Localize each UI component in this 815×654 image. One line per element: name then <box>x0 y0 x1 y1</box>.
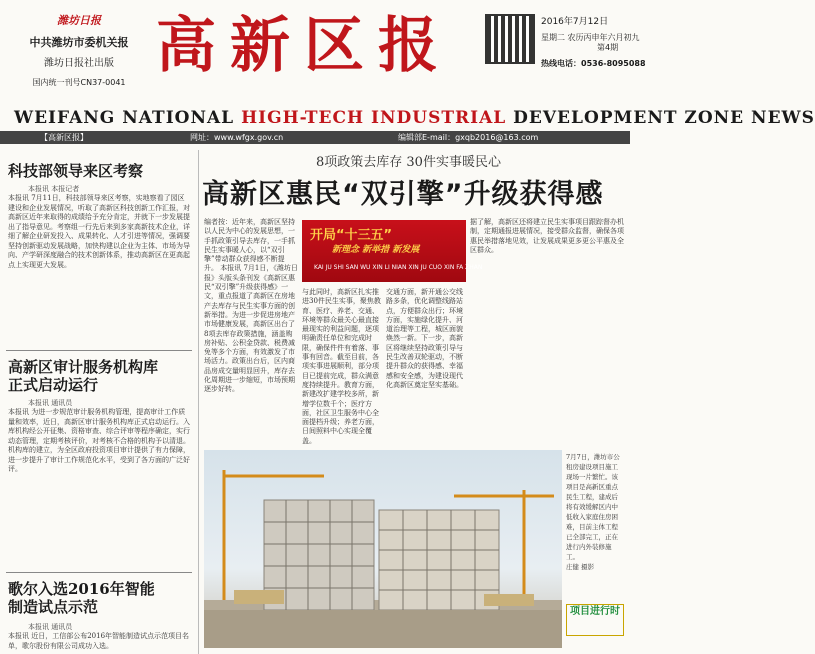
left-column <box>0 150 199 654</box>
weekday-lunar: 星期二 农历丙申年六月初九 <box>541 33 640 42</box>
article-2-byline: 本报讯 通讯员 <box>28 399 73 407</box>
project-progress-stamp: 项目进行时 <box>566 604 624 636</box>
article-2-body: 本报讯 为进一步规范审计服务机构管理，提高审计工作质量和效率，近日，高新区审计服务机构库正式启动运行。入库机构经公开征集、资格审查、综合评审等程序确定，实行动态管理，定期考核评价，对考核不合格的机构予以清退。机构库的建立，为全区政府投资项目审计提供了有力保障，进一步提升了审计工作规范化水平，受到了各方面的广泛好评。 <box>8 408 190 473</box>
article-column-2: 与此同时，高新区扎实推进30件民生实事，聚焦教育、医疗、养老、交通、环境等群众最关心最直接最现实的利益问题，逐项明确责任单位和完成时限，确保件件有着落、事事有回音。截至目前，各项实事进展顺利，部分项目已提前完成，群众满意度持续提升。教育方面，新建改扩建学校多所，新增学位数千个；医疗方面，社区卫生服务中心全面提档升级；养老方面，日间照料中心实现全覆盖。 <box>302 288 381 445</box>
construction-site-illustration <box>204 450 562 648</box>
org-sub: 潍坊日报社出版 <box>44 58 114 69</box>
publisher-name: 潍坊日报 <box>57 14 101 27</box>
info-bar-site[interactable]: 网址：www.wfgx.gov.cn <box>190 133 284 142</box>
article-1-body: 本报讯 7月11日，科技部领导来区考察，实地察看了园区建设和企业发展情况，听取了高新区科技创新工作汇报，对高新区近年来取得的成绩给予充分肯定，并就下一步发展提出了指导意见。考察组一行先后来到多家高新技术企业，详细了解企业研发投入、成果转化、人才引进等情况，强调要坚持创新驱动发展战略，加快构建以企业为主体、市场为导向、产学研深度融合的技术创新体系，推动高新区在更高起点上实现更大发展。 <box>8 194 190 269</box>
english-title-c: DEVELOPMENT ZONE NEWS <box>506 108 815 128</box>
issue-number: 第4期 <box>597 43 619 52</box>
article-3-title[interactable]: 歌尔入选2016年智能制造试点示范 <box>8 580 155 616</box>
english-title-b: HIGH-TECH INDUSTRIAL <box>241 108 507 128</box>
photo-caption <box>566 452 624 572</box>
editor-note: 编者按：近年来，高新区坚持以人民为中心的发展思想，一手抓政策引导去库存，一手抓民生实事暖人心，以“双引擎”带动群众获得感不断提升。 <box>204 218 295 273</box>
issue-date: 2016年7月12日 <box>541 17 609 27</box>
masthead-left <box>14 12 144 88</box>
org-name: 中共潍坊市委机关报 <box>29 36 129 49</box>
article-column-1 <box>204 218 298 444</box>
article-column-1-text: 本报讯 7月1日，《潍坊日报》头版头条刊发《高新区惠民“双引擎”升级获得感》一文，重点报道了高新区在房地产去库存与民生实事方面的创新举措。为进一步促进房地产市场健康发展，高新区出台了8项去库存政策措施，涵盖购房补贴、公积金贷款、税费减免等多个方面，有效激发了市场活力。政策出台后，区内商品房成交量明显回升，库存去化周期进一步缩短，市场预期逐步好转。 <box>204 264 298 394</box>
divider <box>6 350 192 351</box>
english-title <box>14 108 815 128</box>
english-title-a: WEIFANG NATIONAL <box>14 108 242 128</box>
article-2-title[interactable]: 高新区审计服务机构库正式启动运行 <box>8 358 159 394</box>
thirteenth-five-year-banner <box>302 220 483 282</box>
article-3-byline: 本报讯 通讯员 <box>28 623 73 631</box>
cn-number: 国内统一刊号CN37-0041 <box>32 78 126 87</box>
article-1-byline: 本报讯 本报记者 <box>28 185 80 193</box>
article-3-body: 本报讯 近日，工信部公布2016年智能制造试点示范项目名单，歌尔股份有限公司成功入选。 <box>8 632 190 650</box>
article-column-4: 据了解，高新区还将建立民生实事项目跟踪督办机制，定期通报进展情况，接受群众监督，确保各项惠民举措落地见效，让发展成果更多更公平惠及全区群众。 <box>470 218 624 254</box>
newspaper-title: 高新区报 <box>156 11 452 81</box>
banner-line-2: 新理念 新举措 新发展 <box>332 245 420 255</box>
info-bar <box>0 131 630 144</box>
info-bar-paper: 【高新区报】 <box>40 133 88 142</box>
photo-credit: 庄健 摄影 <box>566 563 595 571</box>
construction-photo <box>204 450 562 648</box>
photo-caption-text: 7月7日，潍坊市公租房建设项目施工现场一片繁忙。该项目是高新区重点民生工程，建成后将有效缓解区内中低收入家庭住房困难，目前主体工程已全部完工，正在进行内外装修施工。 <box>566 453 620 561</box>
qr-code-icon <box>485 14 535 64</box>
kicker: 8项政策去库存 30件实事暖民心 <box>316 155 501 170</box>
article-column-3: 交通方面，新开通公交线路多条，优化调整线路站点，方便群众出行；环境方面，实施绿化提升、河道治理等工程，城区面貌焕然一新。下一步，高新区将继续坚持政策引导与民生改善双轮驱动，不断提升群众的获得感、幸福感和安全感，为建设现代化高新区奠定坚实基础。 <box>386 288 463 389</box>
divider <box>6 572 192 573</box>
info-bar-email[interactable]: 编辑部E-mail：gxqb2016@163.com <box>398 133 539 142</box>
article-1-title[interactable]: 科技部领导来区考察 <box>8 162 144 180</box>
hotline: 热线电话：0536-8095088 <box>541 59 646 68</box>
main-headline[interactable]: 高新区惠民“双引擎”升级获得感 <box>202 179 604 210</box>
banner-line-3: KAI JU SHI SAN WU XIN LI NIAN XIN JU CUO XIN FA ZHAN <box>314 264 483 271</box>
banner-line-1: 开局“十三五” <box>310 228 393 243</box>
